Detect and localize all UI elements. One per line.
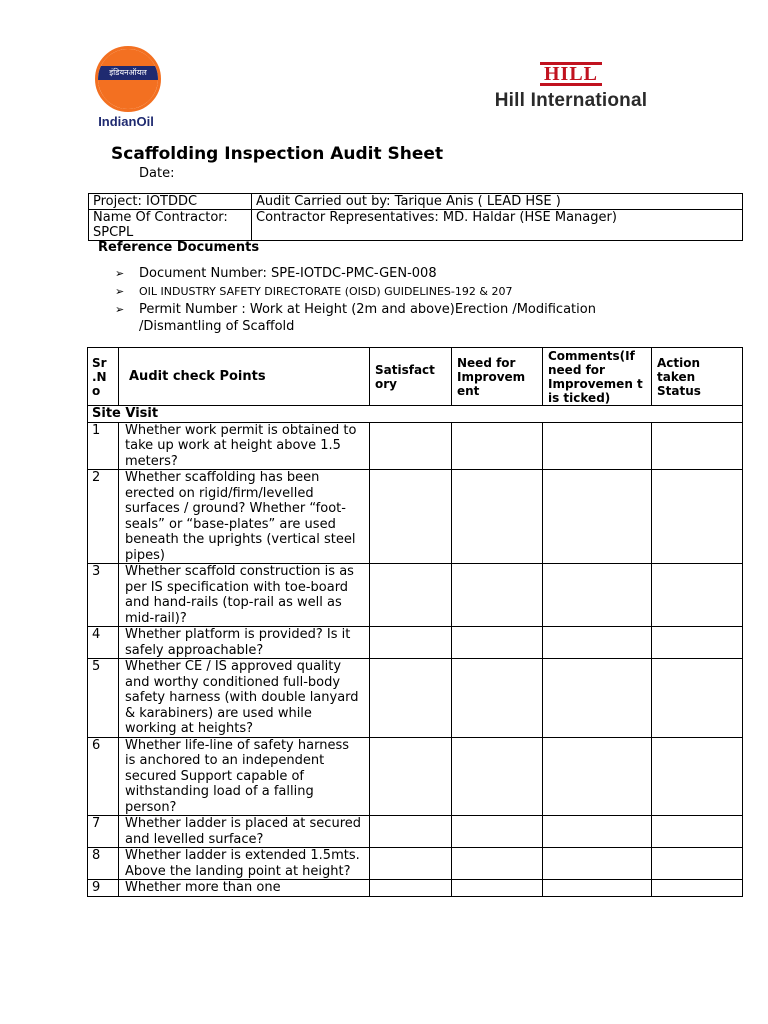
contractor-cell <box>89 210 252 241</box>
action-cell[interactable] <box>652 816 743 848</box>
need-improvement-cell[interactable] <box>452 564 543 627</box>
comments-cell[interactable] <box>543 470 652 564</box>
arrow-bullet-icon: ➢ <box>115 303 125 316</box>
action-cell[interactable] <box>652 737 743 816</box>
comments-cell[interactable] <box>543 422 652 470</box>
check-point: Whether platform is provided? Is it safely approachable? <box>119 627 370 659</box>
table-row <box>89 210 743 241</box>
need-improvement-cell[interactable] <box>452 737 543 816</box>
row-number: 9 <box>88 880 119 897</box>
need-improvement-cell[interactable] <box>452 848 543 880</box>
action-cell[interactable] <box>652 848 743 880</box>
table-row <box>88 848 743 880</box>
satisfactory-cell[interactable] <box>370 627 452 659</box>
row-number: 4 <box>88 627 119 659</box>
table-row <box>88 816 743 848</box>
reference-heading: Reference Documents <box>98 240 260 255</box>
table-row <box>88 880 743 897</box>
project-info-table <box>88 193 743 241</box>
arrow-bullet-icon: ➢ <box>115 285 125 298</box>
check-point: Whether more than one <box>119 880 370 897</box>
list-item: ➢ Permit Number : Work at Height (2m and above)Erection /Modification /Dismantling of Scaffold <box>115 302 596 334</box>
header-satisfactory: Satisfact ory <box>370 348 452 406</box>
row-number: 1 <box>88 422 119 470</box>
hill-mark: HILL <box>540 62 602 86</box>
satisfactory-cell[interactable] <box>370 422 452 470</box>
row-number: 6 <box>88 737 119 816</box>
satisfactory-cell[interactable] <box>370 737 452 816</box>
header-comments: Comments(If need for Improvemen t is ticked) <box>543 348 652 406</box>
table-row <box>88 737 743 816</box>
row-number: 5 <box>88 659 119 738</box>
comments-cell[interactable] <box>543 659 652 738</box>
satisfactory-cell[interactable] <box>370 564 452 627</box>
header-check-points: Audit check Points <box>119 348 370 406</box>
need-improvement-cell[interactable] <box>452 422 543 470</box>
header-srno: Sr .N o <box>88 348 119 406</box>
need-improvement-cell[interactable] <box>452 816 543 848</box>
indianoil-band-text: इंडियनऑयल <box>98 66 158 80</box>
contractor-name: SPCPL <box>93 225 134 240</box>
table-header-row <box>88 348 743 406</box>
check-point: Whether life-line of safety harness is anchored to an independent secured Support capable of withstanding load of a falling person? <box>119 737 370 816</box>
action-cell[interactable] <box>652 564 743 627</box>
comments-cell[interactable] <box>543 816 652 848</box>
action-cell[interactable] <box>652 470 743 564</box>
check-point: Whether work permit is obtained to take up work at height above 1.5 meters? <box>119 422 370 470</box>
table-row <box>88 422 743 470</box>
table-row <box>88 564 743 627</box>
table-row <box>88 659 743 738</box>
arrow-bullet-icon: ➢ <box>115 267 125 280</box>
action-cell[interactable] <box>652 627 743 659</box>
project-cell: Project: IOTDDC <box>89 194 252 210</box>
audit-by-cell: Audit Carried out by: Tarique Anis ( LEAD HSE ) <box>252 194 743 210</box>
contractor-rep-cell: Contractor Representatives: MD. Haldar (HSE Manager) <box>252 210 743 241</box>
action-cell[interactable] <box>652 659 743 738</box>
comments-cell[interactable] <box>543 627 652 659</box>
satisfactory-cell[interactable] <box>370 659 452 738</box>
row-number: 7 <box>88 816 119 848</box>
row-number: 8 <box>88 848 119 880</box>
date-label: Date: <box>139 166 175 181</box>
audit-checklist-table <box>87 347 743 897</box>
need-improvement-cell[interactable] <box>452 880 543 897</box>
indianoil-name: IndianOil <box>98 114 154 129</box>
comments-cell[interactable] <box>543 880 652 897</box>
check-point: Whether CE / IS approved quality and worthy conditioned full-body safety harness (with double lanyard & karabiners) are used while working at heights? <box>119 659 370 738</box>
list-item: ➢ Document Number: SPE-IOTDC-PMC-GEN-008 <box>115 266 437 281</box>
need-improvement-cell[interactable] <box>452 627 543 659</box>
section-row <box>88 406 743 423</box>
table-row <box>88 627 743 659</box>
header-need-improvement: Need for Improvem ent <box>452 348 543 406</box>
check-point: Whether scaffolding has been erected on rigid/firm/levelled surfaces / ground? Whether “foot-seals” or “base-plates” are used beneath the uprights (vertical steel pipes) <box>119 470 370 564</box>
satisfactory-cell[interactable] <box>370 470 452 564</box>
indianoil-logo <box>94 46 158 129</box>
list-item: ➢ OIL INDUSTRY SAFETY DIRECTORATE (OISD) GUIDELINES-192 & 207 <box>115 285 513 298</box>
row-number: 2 <box>88 470 119 564</box>
section-site-visit: Site Visit <box>88 406 743 423</box>
contractor-label: Name Of Contractor: <box>93 210 228 225</box>
check-point: Whether ladder is placed at secured and levelled surface? <box>119 816 370 848</box>
hill-name: Hill International <box>494 90 648 111</box>
satisfactory-cell[interactable] <box>370 848 452 880</box>
check-point: Whether ladder is extended 1.5mts. Above the landing point at height? <box>119 848 370 880</box>
check-point: Whether scaffold construction is as per IS specification with toe-board and hand-rails (top-rail as well as mid-rail)? <box>119 564 370 627</box>
need-improvement-cell[interactable] <box>452 659 543 738</box>
header-action: Action taken Status <box>652 348 743 406</box>
page-title: Scaffolding Inspection Audit Sheet <box>111 144 444 164</box>
comments-cell[interactable] <box>543 737 652 816</box>
comments-cell[interactable] <box>543 564 652 627</box>
reference-list <box>112 265 672 336</box>
action-cell[interactable] <box>652 880 743 897</box>
need-improvement-cell[interactable] <box>452 470 543 564</box>
indianoil-emblem-icon <box>95 46 161 112</box>
table-row <box>88 470 743 564</box>
comments-cell[interactable] <box>543 848 652 880</box>
hill-international-logo <box>486 62 656 112</box>
table-row <box>89 194 743 210</box>
satisfactory-cell[interactable] <box>370 880 452 897</box>
row-number: 3 <box>88 564 119 627</box>
action-cell[interactable] <box>652 422 743 470</box>
satisfactory-cell[interactable] <box>370 816 452 848</box>
